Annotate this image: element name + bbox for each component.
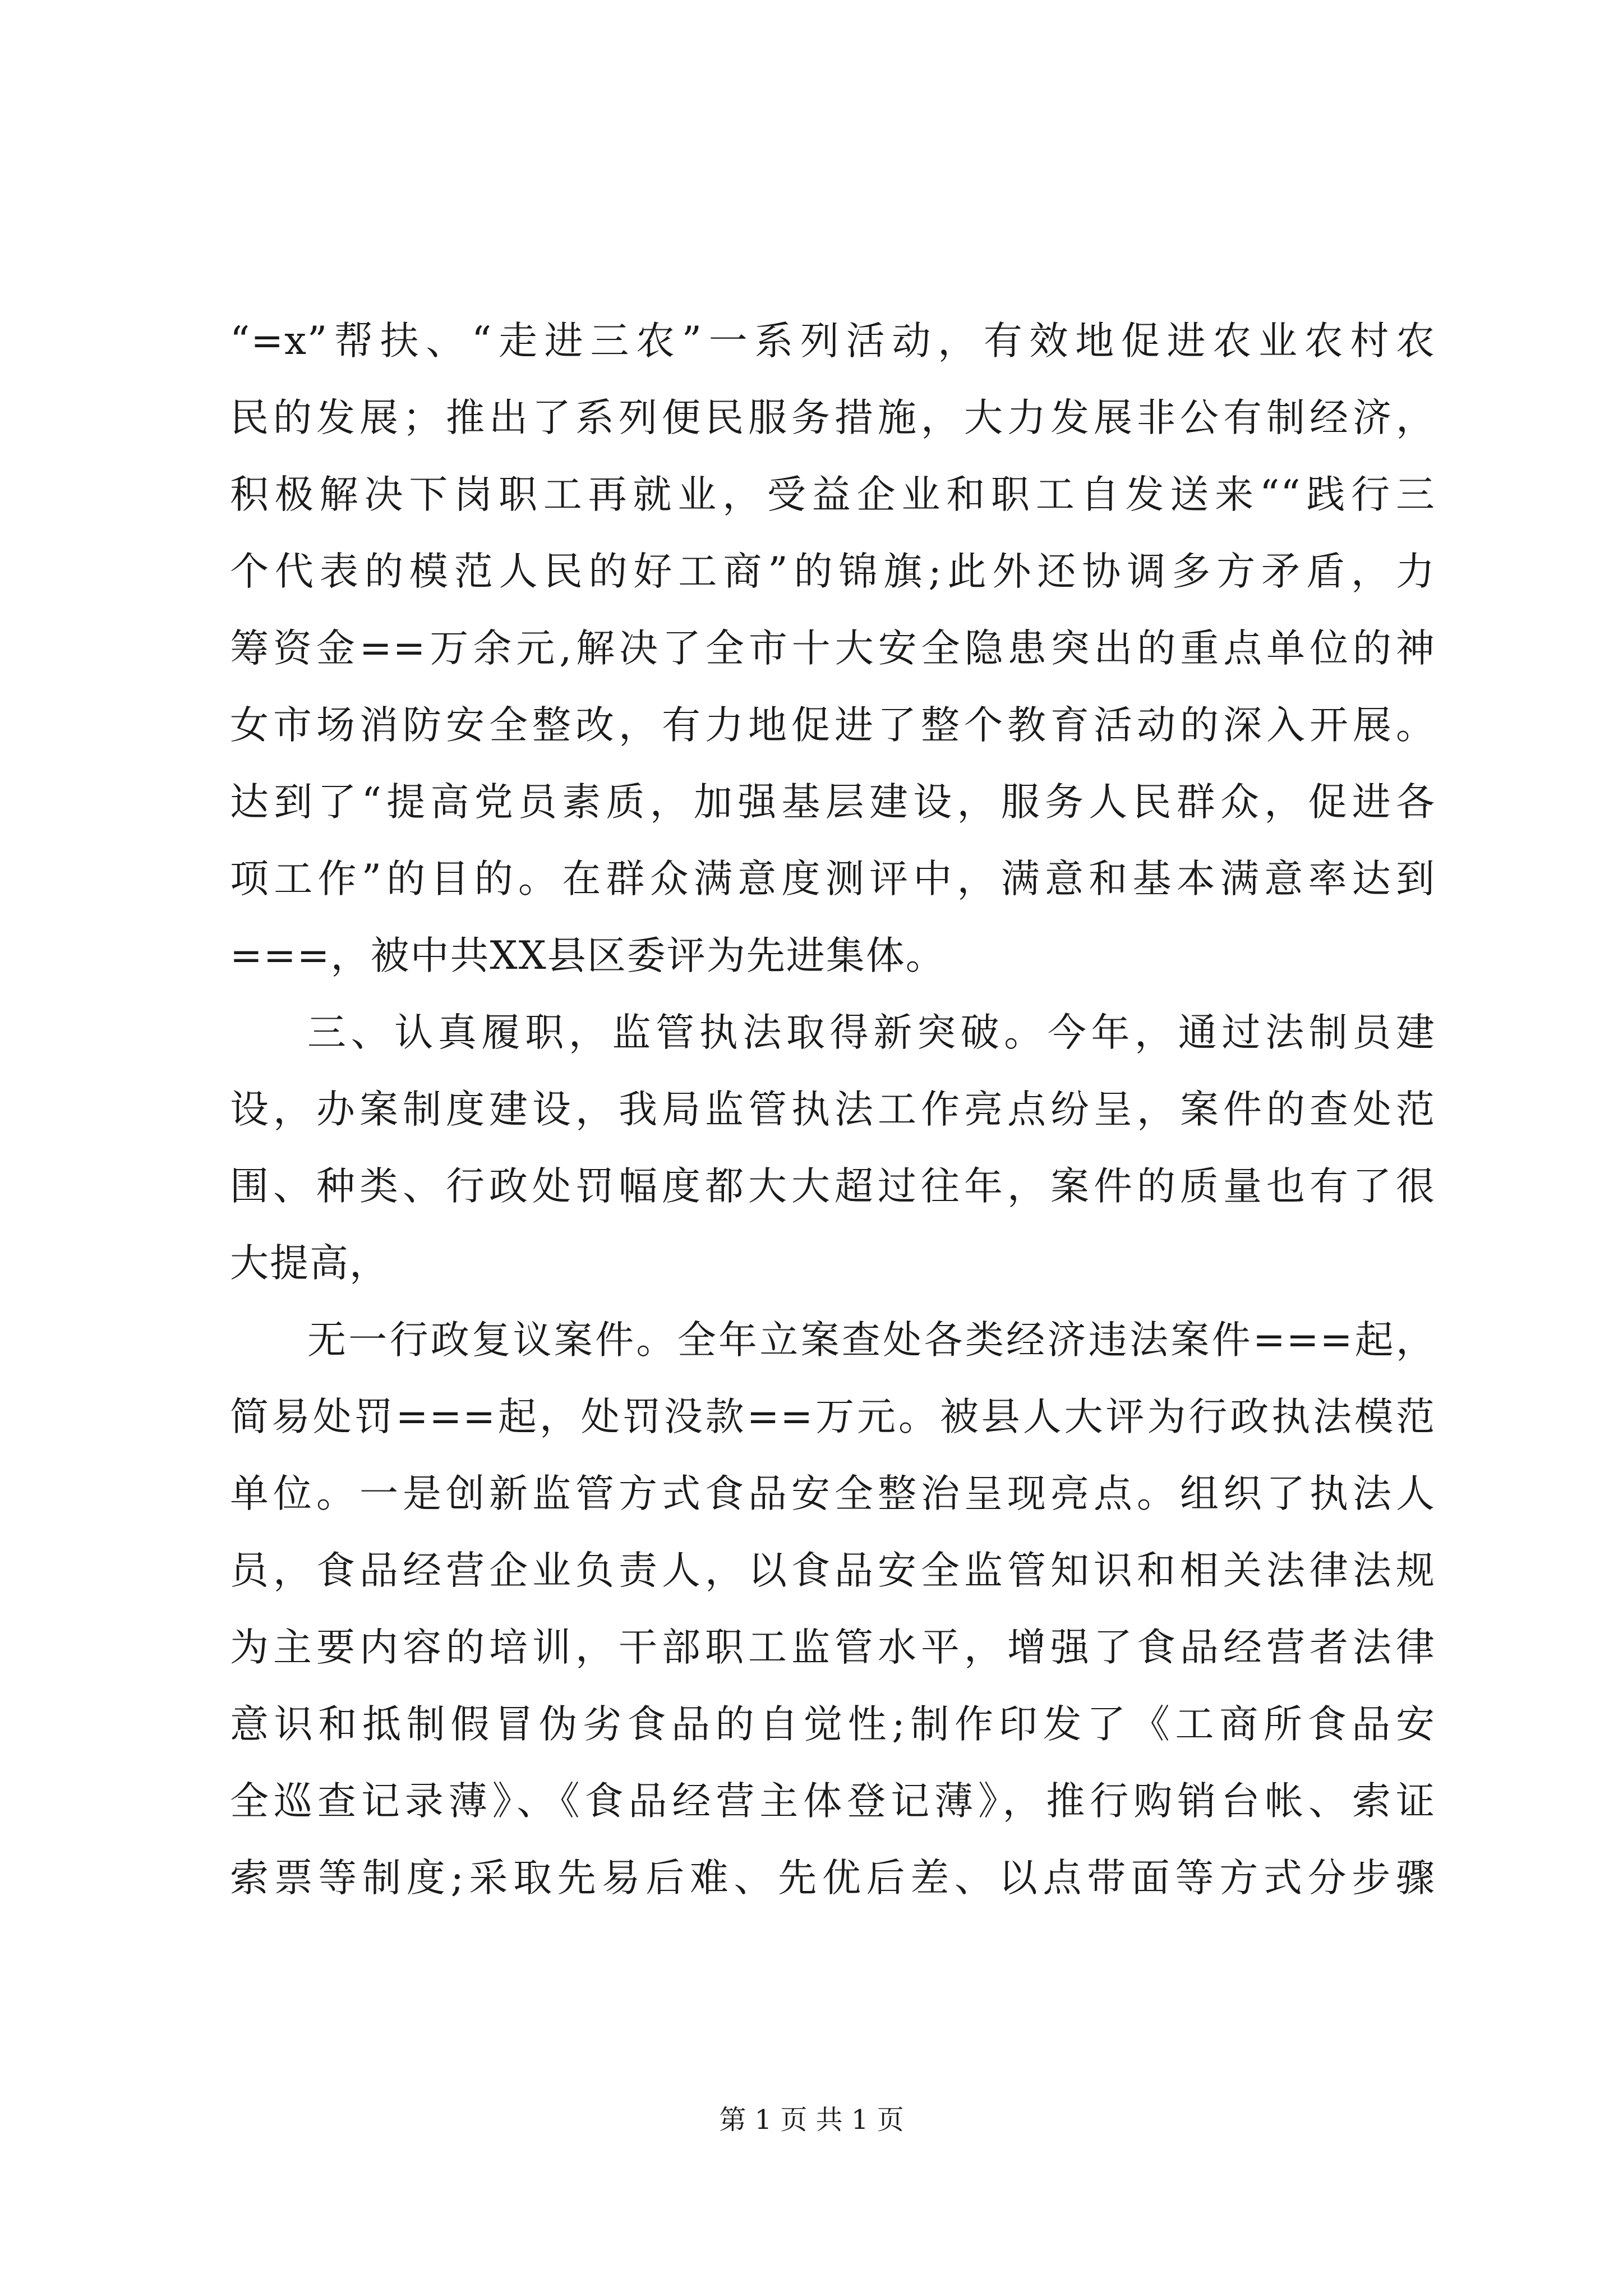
text-line: 筹资金==万余元,解决了全市十大安全隐患突出的重点单位的神 bbox=[230, 626, 1436, 671]
text-line: 达到了“提高党员素质，加强基层建设，服务人民群众，促进各 bbox=[230, 780, 1436, 825]
text-line: 三、认真履职，监管执法取得新突破。今年，通过法制员建 bbox=[307, 1010, 1436, 1055]
text-line: 积极解决下岗职工再就业，受益企业和职工自发送来““践行三 bbox=[230, 472, 1436, 517]
text-line: 全巡查记录薄》、《食品经营主体登记薄》，推行购销台帐、索证 bbox=[230, 1779, 1436, 1824]
paragraph-1 bbox=[230, 303, 1436, 995]
text-line: 设，办案制度建设，我局监管执法工作亮点纷呈，案件的查处范 bbox=[230, 1087, 1436, 1132]
text-line: 为主要内容的培训，干部职工监管水平，增强了食品经营者法律 bbox=[230, 1625, 1436, 1670]
text-line: ===，被中共XX县区委评为先进集体。 bbox=[230, 933, 946, 978]
text-line: 大提高， bbox=[230, 1241, 389, 1286]
text-line: 民的发展；推出了系列便民服务措施，大力发展非公有制经济， bbox=[230, 395, 1436, 440]
document-body bbox=[230, 303, 1436, 1917]
text-line: 围、种类、行政处罚幅度都大大超过往年，案件的质量也有了很 bbox=[230, 1164, 1436, 1209]
page-footer bbox=[0, 2098, 1623, 2137]
text-line: 个代表的模范人民的好工商”的锦旗;此外还协调多方矛盾，力 bbox=[230, 549, 1436, 594]
page-number-label: 第 1 页 共 1 页 bbox=[719, 2104, 904, 2136]
text-line: “=x”帮扶、“走进三农”一系列活动，有效地促进农业农村农 bbox=[230, 319, 1436, 364]
text-line: 简易处罚===起，处罚没款==万元。被县人大评为行政执法模范 bbox=[230, 1395, 1436, 1439]
text-line: 单位。一是创新监管方式食品安全整治呈现亮点。组织了执法人 bbox=[230, 1471, 1436, 1516]
text-line: 意识和抵制假冒伪劣食品的自觉性;制作印发了《工商所食品安 bbox=[230, 1702, 1436, 1747]
paragraph-2 bbox=[230, 995, 1436, 1302]
text-line: 女市场消防安全整改，有力地促进了整个教育活动的深入开展。 bbox=[230, 703, 1436, 748]
text-line: 项工作”的目的。在群众满意度测评中，满意和基本满意率达到 bbox=[230, 857, 1436, 901]
text-line: 无一行政复议案件。全年立案查处各类经济违法案件===起， bbox=[307, 1318, 1436, 1363]
text-line: 员，食品经营企业负责人，以食品安全监管知识和相关法律法规 bbox=[230, 1548, 1436, 1593]
text-line: 索票等制度;采取先易后难、先优后差、以点带面等方式分步骤 bbox=[230, 1856, 1436, 1901]
paragraph-3 bbox=[230, 1302, 1436, 1917]
